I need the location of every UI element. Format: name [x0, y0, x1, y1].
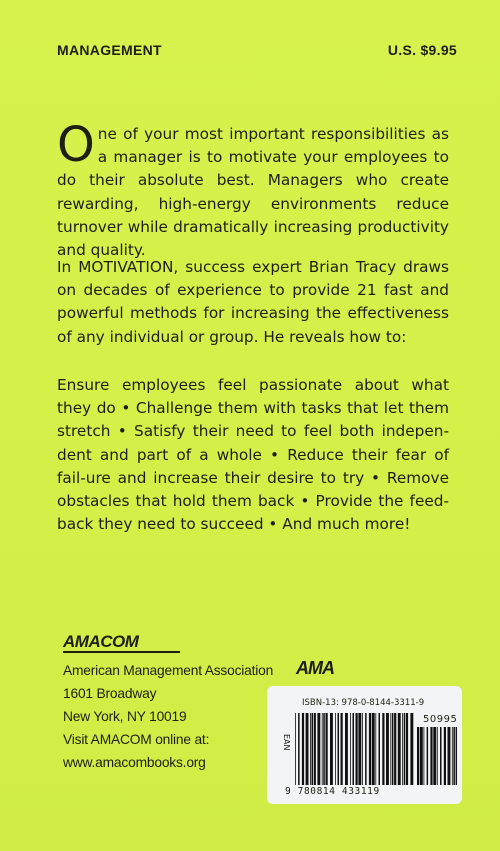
publisher-website: www.amacombooks.org — [63, 755, 206, 770]
ean-label: EAN — [282, 734, 291, 751]
barcode-panel — [267, 686, 462, 804]
drop-cap: O — [57, 117, 95, 173]
price-label: U.S. $9.95 — [387, 42, 457, 58]
blurb-paragraph-2: In MOTIVATION, success expert Brian Tracy draws on decades of experience to provide 21 fast and powerful methods for increasing the effectiveness of any individual or group. He reveals how to: — [57, 258, 449, 346]
header-bar — [57, 42, 457, 64]
category-label: MANAGEMENT — [57, 42, 162, 58]
barcode-icon — [295, 713, 415, 785]
blurb-paragraph-3: Ensure employees feel passionate about what they do • Challenge them with tasks that let them stretch • Satisfy their need to feel both indepen-dent and part of a whole • Reduce their fear of fail-ure and increase their desire to try • Remove obstacles that hold them back • Provide the feed-back they need to succeed • And much more! — [57, 376, 449, 534]
publisher-city: New York, NY 10019 — [63, 709, 187, 724]
publisher-address — [63, 659, 273, 774]
barcode-digits: 9 780814 433119 — [285, 786, 380, 797]
publisher-visit-text: Visit AMACOM online at: — [63, 732, 210, 747]
isbn-label: ISBN-13: 978-0-8144-3311-9 — [302, 698, 425, 708]
blurb-paragraph-1-text: ne of your most important responsibilities as a manager is to motivate your employees to do their absolute best. Managers who create rewarding, high-energy environments reduce turnover while dramatically increasing productivity and quality. — [57, 125, 449, 260]
blurb-paragraph-1 — [57, 117, 449, 262]
amacom-logo: AMACOM — [63, 633, 180, 653]
price-code: 50995 — [423, 714, 458, 725]
publisher-name: American Management Association — [63, 663, 274, 678]
publisher-street: 1601 Broadway — [63, 686, 157, 701]
publisher-block — [63, 633, 273, 774]
barcode-addon-icon — [417, 727, 457, 785]
ama-logo: AMA — [296, 658, 334, 678]
